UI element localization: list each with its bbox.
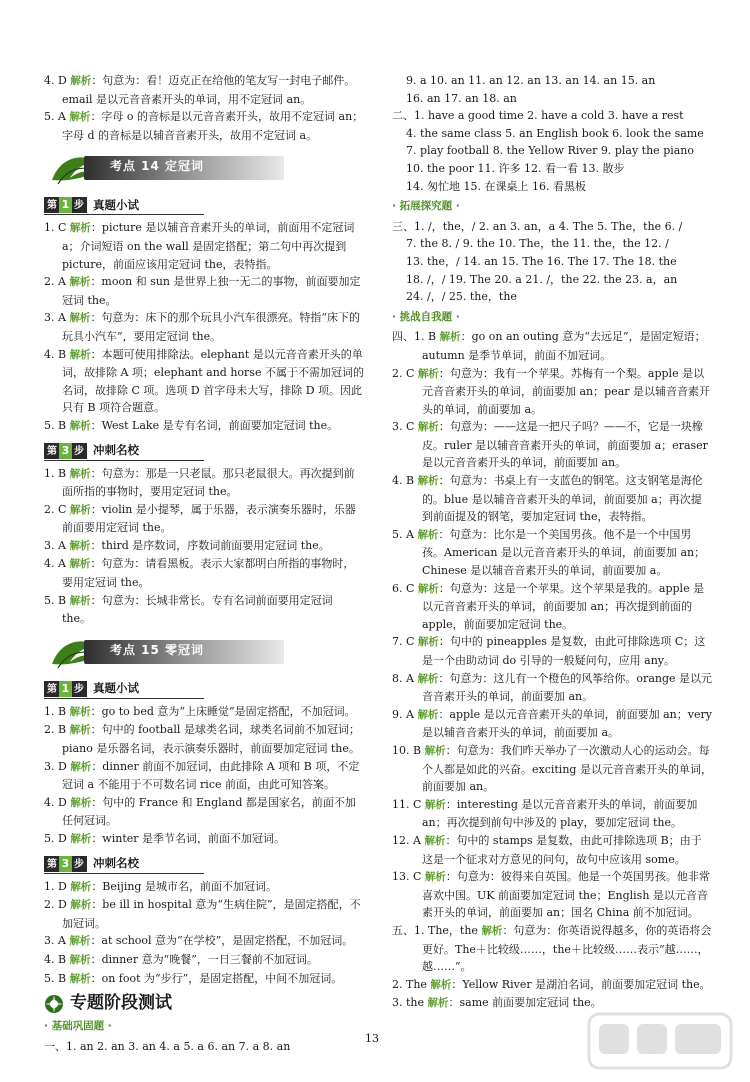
answer-item bbox=[392, 418, 712, 472]
step3-header-15 bbox=[44, 855, 204, 874]
jiexi-label: 解析 bbox=[417, 528, 439, 541]
jiexi-label: 解析 bbox=[481, 924, 503, 937]
jiexi-label: 解析 bbox=[69, 222, 91, 235]
jiexi-label: 解析 bbox=[69, 724, 91, 737]
answer-item bbox=[392, 706, 712, 742]
right-column bbox=[392, 72, 712, 1013]
answer-text: ：violin 是小提琴，属于乐器，表示演奏乐器时，乐器前面要用定冠词 the。 bbox=[62, 502, 356, 535]
answer-number: 10. B bbox=[392, 743, 425, 757]
answer-text: ：句意为：那是一只老鼠。那只老鼠很大。再次提到前面所指的事物时，要用定冠词 the。 bbox=[62, 466, 355, 499]
jiexi-label: 解析 bbox=[69, 594, 91, 607]
answer-number: 11. C bbox=[392, 797, 425, 811]
answer-number: 3. C bbox=[392, 420, 418, 434]
answer-text: ：句意为：我有一个苹果。苏梅有一个梨。apple 是以元音音素开头的单词，前面要加 an；pear 是以辅音音素开头的单词，前面要加 a。 bbox=[422, 366, 711, 416]
step-label: 真题小试 bbox=[93, 197, 139, 212]
jiexi-label: 解析 bbox=[69, 953, 91, 966]
answer-number: 4. B bbox=[44, 347, 70, 361]
jiexi-label: 解析 bbox=[69, 276, 91, 289]
jiexi-label: 解析 bbox=[417, 672, 439, 685]
answer-item bbox=[44, 592, 364, 628]
jiexi-label: 解析 bbox=[430, 978, 452, 991]
left-column bbox=[44, 72, 364, 1055]
s14-step3-answers bbox=[44, 465, 364, 628]
answer-text: ：dinner 前面不加冠词，由此排除 A 项和 B 项，不定冠词 a 不能用于不可数名词 rice 前面，由此可知答案。 bbox=[62, 759, 360, 792]
answer-number: 3. A bbox=[44, 934, 70, 948]
answer-item bbox=[44, 273, 364, 309]
answer-text: ：句意为：我们昨天举办了一次激动人心的运动会。每个人都是如此的兴奋。exciting 是以元音音素开头的单词，前面要加 an。 bbox=[422, 743, 712, 794]
answer-item bbox=[44, 417, 364, 436]
answer-item bbox=[44, 878, 364, 897]
answer-item bbox=[44, 501, 364, 537]
step-label: 冲刺名校 bbox=[93, 442, 139, 457]
answer-number: 2. D bbox=[44, 898, 71, 912]
jiexi-label: 解析 bbox=[69, 111, 91, 124]
banner-title: 考点 14 定冠词 bbox=[110, 159, 205, 174]
answer-item bbox=[392, 832, 712, 868]
jiexi-label: 解析 bbox=[424, 834, 446, 847]
answer-item bbox=[44, 721, 364, 757]
answer-text: ：句中的 football 是球类名词，球类名词前不加冠词；piano 是乐器名词，表示演奏乐器时，前面要加定冠词 the。 bbox=[62, 723, 360, 756]
answer-text: ：句意为：看！迈克正在给他的笔友写一封电子邮件。email 是以元音音素开头的单词，用不定冠词 an。 bbox=[62, 74, 356, 106]
answer-number: 5. A bbox=[44, 110, 70, 124]
sub-heading-expand: · 拓展探究题 · bbox=[392, 200, 460, 213]
answer-text: ：moon 和 sun 是世界上独一无二的事物，前面要加定冠词 the。 bbox=[62, 275, 361, 307]
answer-line: 7. the 8. / 9. the 10. The，the 11. the，the 12. / bbox=[406, 237, 669, 251]
answer-text: ：dinner 意为“晚餐”，一日三餐前不加冠词。 bbox=[90, 952, 318, 966]
answer-text: ：same 前面要加定冠词 the。 bbox=[448, 996, 602, 1010]
answer-text: ：be ill in hospital 意为“生病住院”，是固定搭配，不加冠词。 bbox=[62, 898, 361, 930]
answer-item bbox=[44, 555, 364, 591]
step-badge: 第 3 步 bbox=[44, 856, 87, 872]
answer-text: ：句意为：你英语说得越多，你的英语将会更好。The＋比较级……，the＋比较级……表示“越……，越……”。 bbox=[422, 923, 712, 974]
answer-text: ：Yellow River 是湖泊名词，前面要加定冠词 the。 bbox=[451, 977, 711, 991]
answer-text: ：Beijing 是城市名，前面不加冠词。 bbox=[91, 879, 277, 893]
left-top-answers bbox=[44, 72, 364, 144]
answer-text: ：字母 o 的音标是以元音音素开头，故用不定冠词 an；字母 d 的音标是以辅音音素开头，故用不定冠词 a。 bbox=[62, 110, 364, 142]
answer-text: ：句中的 pineapples 是复数，由此可排除选项 C；这是一个由助动词 do 引导的一般疑问句，应用 any。 bbox=[422, 635, 706, 667]
answer-number: 2. A bbox=[44, 275, 70, 289]
answer-text: ：本题可使用排除法。elephant 是以元音音素开头的单词，故排除 A 项；elephant and horse 不属于不需加冠词的名词，故排除 C 项。选项 D 首字母未大写，排除 D 项。因此只有 B 项符合题意。 bbox=[62, 347, 364, 415]
answer-text: ：句意为：这是一个苹果。这个苹果是我的。apple 是以元音音素开头的单词，前面要加 an；再次提到前面的 apple，前面要加定冠词 the。 bbox=[422, 581, 705, 631]
s15-step3-answers bbox=[44, 878, 364, 989]
answer-line: 三、1. /，the，/ 2. an 3. an，a 4. The 5. The，the 6. / bbox=[392, 219, 683, 233]
jiexi-label: 解析 bbox=[70, 833, 92, 845]
answer-number: 4. D bbox=[44, 74, 71, 87]
answer-item bbox=[44, 108, 364, 144]
answer-number: 3. D bbox=[44, 759, 71, 773]
banner-kaodian-14 bbox=[44, 148, 364, 188]
answer-item bbox=[392, 796, 712, 832]
answer-number: 8. A bbox=[392, 671, 418, 685]
step-badge: 第 1 步 bbox=[44, 197, 87, 213]
answer-number: 1. B bbox=[44, 704, 70, 718]
answer-item bbox=[44, 465, 364, 501]
answer-item bbox=[44, 970, 364, 989]
answer-item bbox=[392, 526, 712, 580]
jiexi-label: 解析 bbox=[417, 475, 439, 488]
jiexi-label: 解析 bbox=[69, 467, 91, 480]
banner-kaodian-15 bbox=[44, 632, 364, 672]
answer-item bbox=[44, 703, 364, 722]
answer-text: ：apple 是以元音音素开头的单词，前面要加 an；very 是以辅音音素开头的单词，前面要加 a。 bbox=[422, 707, 712, 740]
answer-number: 7. C bbox=[392, 635, 418, 649]
jiexi-label: 解析 bbox=[417, 421, 439, 434]
answer-item bbox=[44, 758, 364, 794]
answer-text: ：winter 是季节名词，前面不加冠词。 bbox=[91, 832, 286, 845]
answer-text: ：句意为：书桌上有一支蓝色的钢笔。这支钢笔是海伦的。blue 是以辅音音素开头的单词，前面要加 a；再次提到前面提及的钢笔，要加定冠词 the，表特指。 bbox=[422, 474, 703, 524]
jiexi-label: 解析 bbox=[69, 419, 91, 432]
answer-text: ：句意为：比尔是一个美国男孩。他不是一个中国男孩。American 是以元音音素开头的单词，前面要加 an；Chinese 是以辅音音素开头的单词，前面要加 a。 bbox=[422, 527, 706, 578]
answer-number: 3. A bbox=[44, 538, 70, 552]
jiexi-label: 解析 bbox=[69, 503, 91, 516]
basic-line-1: 一、1. an 2. an 3. an 4. a 5. a 6. an 7. a 8. an bbox=[44, 1039, 291, 1053]
jiexi-label: 解析 bbox=[424, 744, 446, 757]
answer-number: 5. B bbox=[44, 593, 70, 607]
part2-answers bbox=[392, 107, 712, 195]
answer-line: 4. the same class 5. an English book 6. look the same bbox=[406, 126, 704, 140]
part3-answers bbox=[392, 218, 712, 306]
jiexi-label: 解析 bbox=[69, 972, 91, 985]
answer-item bbox=[44, 896, 364, 932]
jiexi-label: 解析 bbox=[427, 997, 449, 1010]
answer-number: 2. C bbox=[392, 366, 418, 380]
answer-item bbox=[44, 537, 364, 556]
jiexi-label: 解析 bbox=[417, 582, 439, 595]
section-title-row bbox=[44, 994, 364, 1014]
step-label: 冲刺名校 bbox=[93, 855, 139, 870]
answer-text: ：句意为：长城非常长。专有名词前面要用定冠词 the。 bbox=[62, 593, 333, 626]
banner-title: 考点 15 零冠词 bbox=[110, 642, 205, 657]
answer-number: 5. D bbox=[44, 832, 71, 845]
answer-line: 7. play football 8. the Yellow River 9. play the piano bbox=[406, 144, 695, 158]
sub-heading-challenge: · 挑战自我题 · bbox=[392, 310, 460, 323]
answer-text: ：go on an outing 意为“去远足”，是固定短语；autumn 是季节单词，前面不加冠词。 bbox=[422, 330, 706, 362]
answer-number: 4. B bbox=[44, 952, 70, 966]
answer-number: 4. B bbox=[392, 474, 418, 488]
answer-text: ：West Lake 是专有名词，前面要加定冠词 the。 bbox=[90, 418, 339, 432]
answer-item bbox=[392, 365, 712, 419]
jiexi-label: 解析 bbox=[69, 935, 91, 948]
answer-item bbox=[392, 868, 712, 922]
answer-item bbox=[392, 328, 712, 364]
answer-item bbox=[392, 976, 712, 995]
jiexi-label: 解析 bbox=[70, 899, 92, 912]
answer-text: ：句意为：床下的那个玩具小汽车很漂亮。特指“床下的玩具小汽车”，要用定冠词 the。 bbox=[62, 311, 361, 343]
answer-text: ：go to bed 意为“上床睡觉”是固定搭配，不加冠词。 bbox=[90, 704, 356, 718]
answer-item bbox=[392, 670, 712, 706]
answer-line: 13. the，/ 14. an 15. The 16. The 17. The 18. the bbox=[406, 254, 677, 268]
section-emblem-icon bbox=[44, 994, 64, 1014]
answer-item bbox=[44, 72, 364, 108]
answer-item bbox=[392, 742, 712, 796]
answer-text: ：third 是序数词，序数词前面要用定冠词 the。 bbox=[90, 538, 330, 552]
answer-number: 2. C bbox=[44, 502, 70, 516]
answer-item bbox=[44, 346, 364, 417]
jiexi-label: 解析 bbox=[424, 798, 446, 811]
answer-number: 五、1. The，the bbox=[392, 923, 482, 937]
answer-number: 1. D bbox=[44, 879, 71, 893]
answer-number: 4. D bbox=[44, 795, 71, 809]
answer-line: 18. /，/ 19. The 20. a 21. /，the 22. the 23. a，an bbox=[406, 272, 678, 286]
answer-number: 5. B bbox=[44, 971, 70, 985]
jiexi-label: 解析 bbox=[70, 880, 92, 893]
jiexi-label: 解析 bbox=[69, 348, 91, 361]
answer-text: ：句意为：请看黑板。表示大家都明白所指的事物时，要用定冠词 the。 bbox=[62, 557, 355, 590]
jiexi-label: 解析 bbox=[70, 760, 92, 773]
answer-number: 13. C bbox=[392, 870, 425, 884]
answer-number: 5. A bbox=[392, 527, 418, 541]
answer-text: ：句中的 France 和 England 都是国家名，前面不加任何冠词。 bbox=[62, 795, 356, 828]
answer-number: 3. the bbox=[392, 996, 428, 1010]
jiexi-label: 解析 bbox=[424, 871, 446, 884]
answer-item bbox=[44, 219, 364, 273]
answer-number: 1. B bbox=[44, 466, 70, 480]
section-title: 专题阶段测试 bbox=[70, 993, 172, 1014]
answer-item bbox=[392, 633, 712, 669]
jiexi-label: 解析 bbox=[417, 636, 439, 649]
answer-text: ：interesting 是以元音音素开头的单词，前面要加 an；再次提到前句中涉及的 play，要加定冠词 the。 bbox=[422, 797, 698, 830]
step-label: 真题小试 bbox=[93, 681, 139, 696]
s14-step1-answers bbox=[44, 219, 364, 435]
jiexi-label: 解析 bbox=[69, 558, 91, 571]
jiexi-label: 解析 bbox=[417, 708, 439, 721]
answer-line: 二、1. have a good time 2. have a cold 3. have a rest bbox=[392, 109, 684, 123]
answer-item bbox=[44, 951, 364, 970]
jiexi-label: 解析 bbox=[439, 331, 461, 344]
answer-number: 四、1. B bbox=[392, 330, 440, 344]
answer-text: ：句意为：彼得来自英国。他是一个英国男孩。他非常喜欢中国。UK 前面要加定冠词 the；English 是以元音音素开头的单词，前面要加 an；国名 China 前不加冠词。 bbox=[422, 870, 710, 920]
answer-text: ：at school 意为“在学校”，是固定搭配，不加冠词。 bbox=[90, 934, 354, 948]
jiexi-label: 解析 bbox=[70, 796, 92, 809]
answer-text: ：句中的 stamps 是复数，由此可排除选项 B；由于这是一个征求对方意见的问句，故句中应该用 some。 bbox=[422, 833, 702, 866]
step1-header-14 bbox=[44, 196, 204, 215]
jiexi-label: 解析 bbox=[69, 539, 91, 552]
answer-item bbox=[392, 922, 712, 976]
step-badge: 第 1 步 bbox=[44, 681, 87, 697]
answer-number: 1. C bbox=[44, 221, 70, 235]
jiexi-label: 解析 bbox=[69, 312, 91, 325]
answer-number: 2. The bbox=[392, 977, 431, 991]
step3-header-14 bbox=[44, 442, 204, 461]
part5-answers bbox=[392, 922, 712, 1013]
answer-number: 5. B bbox=[44, 418, 70, 432]
step-badge: 第 3 步 bbox=[44, 443, 87, 459]
answer-number: 6. C bbox=[392, 581, 418, 595]
answer-number: 3. A bbox=[44, 311, 70, 325]
answer-text: ：picture 是以辅音音素开头的单词，前面用不定冠词 a；介词短语 on the wall 是固定搭配；第二句中再次提到 picture，前面应该用定冠词 the，表特指。 bbox=[62, 221, 355, 271]
answer-item bbox=[392, 472, 712, 526]
watermark-logo-icon bbox=[585, 1010, 735, 1072]
answer-number: 2. B bbox=[44, 723, 70, 737]
answer-text: ：句意为：这儿有一个橙色的风筝给你。orange 是以元音音素开头的单词，前面要加 an。 bbox=[422, 671, 713, 704]
jiexi-label: 解析 bbox=[417, 367, 439, 380]
answer-line: 24. /，/ 25. the，the bbox=[406, 290, 517, 304]
answer-line: 14. 匆忙地 15. 在课桌上 16. 看黑板 bbox=[406, 179, 586, 193]
basic-continued bbox=[392, 72, 712, 107]
answer-line: 9. a 10. an 11. an 12. an 13. an 14. an 15. an bbox=[406, 74, 656, 87]
answer-number: 9. A bbox=[392, 707, 418, 721]
page-number: 13 bbox=[365, 1032, 379, 1045]
answer-number: 12. A bbox=[392, 833, 425, 847]
answer-text: ：on foot 为“步行”，是固定搭配，中间不加冠词。 bbox=[90, 971, 343, 985]
jiexi-label: 解析 bbox=[70, 75, 92, 87]
step1-header-15 bbox=[44, 680, 204, 699]
jiexi-label: 解析 bbox=[69, 705, 91, 718]
answer-item bbox=[44, 309, 364, 345]
answer-item bbox=[44, 932, 364, 951]
part4-answers bbox=[392, 328, 712, 922]
answer-item bbox=[392, 580, 712, 634]
answer-number: 4. A bbox=[44, 557, 70, 571]
s15-step1-answers bbox=[44, 703, 364, 849]
answer-item bbox=[44, 830, 364, 849]
sub-heading-basic: · 基础巩固题 · bbox=[44, 1020, 112, 1033]
answer-line: 16. an 17. an 18. an bbox=[406, 91, 517, 105]
answer-line: 10. the poor 11. 许多 12. 看一看 13. 散步 bbox=[406, 161, 625, 175]
answer-text: ：句意为：——这是一把尺子吗？——不，它是一块橡皮。ruler 是以辅音音素开头的单词，前面要加 a；eraser 是以元音音素开头的单词，前面要加 an。 bbox=[422, 420, 708, 470]
answer-item bbox=[44, 794, 364, 830]
